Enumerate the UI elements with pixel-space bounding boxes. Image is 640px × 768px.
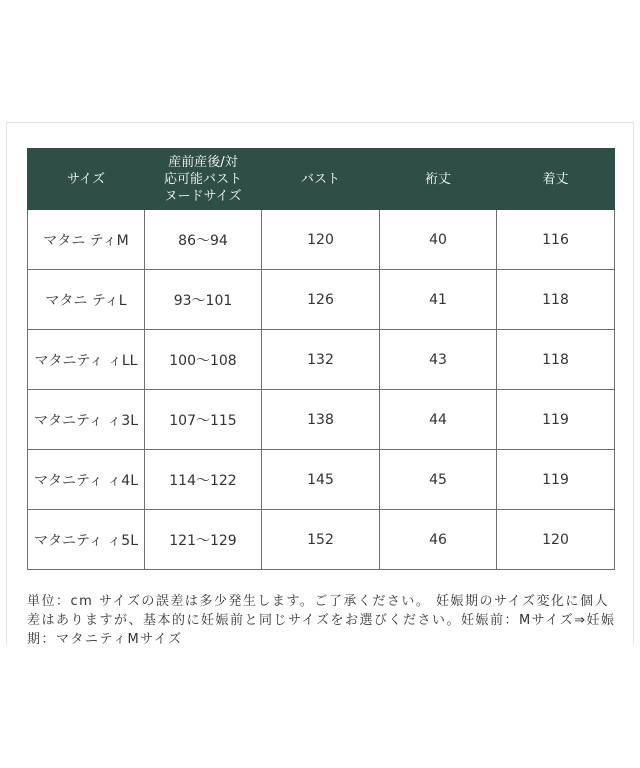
cell-sleeve-length: 46 [380, 510, 497, 570]
cell-nude-bust: 93～101 [145, 270, 262, 330]
cell-size: マタニティ ィ3L [28, 390, 145, 450]
cell-bust: 132 [262, 330, 380, 390]
cell-bust: 126 [262, 270, 380, 330]
table-row [28, 210, 615, 270]
cell-nude-bust: 107～115 [145, 390, 262, 450]
header-nude-bust-label: 産前産後/対 応可能バスト ヌードサイズ [163, 154, 242, 204]
cell-nude-bust: 121～129 [145, 510, 262, 570]
cell-body-length: 119 [497, 450, 615, 510]
table-header-row [28, 149, 615, 210]
cell-nude-bust: 100～108 [145, 330, 262, 390]
cell-size: マタニ ティM [28, 210, 145, 270]
cell-nude-bust: 114～122 [145, 450, 262, 510]
cell-bust: 120 [262, 210, 380, 270]
cell-body-length: 118 [497, 330, 615, 390]
cell-body-length: 116 [497, 210, 615, 270]
cell-sleeve-length: 41 [380, 270, 497, 330]
header-body-length: 着丈 [497, 149, 615, 210]
cell-sleeve-length: 43 [380, 330, 497, 390]
table-row [28, 510, 615, 570]
cell-bust: 138 [262, 390, 380, 450]
table-row [28, 330, 615, 390]
table-row [28, 390, 615, 450]
size-chart-table [27, 148, 615, 570]
cell-size: マタニティ ィLL [28, 330, 145, 390]
cell-size: マタニティ ィ4L [28, 450, 145, 510]
cell-sleeve-length: 40 [380, 210, 497, 270]
size-note: 単位：cm サイズの誤差は多少発生します。ご了承ください。 妊娠期のサイズ変化に個人差はありますが、基本的に妊娠前と同じサイズをお選びください。妊娠前：Mサイズ⇒妊娠期：マタニティMサイズ [27, 594, 616, 647]
cell-bust: 145 [262, 450, 380, 510]
table-row [28, 270, 615, 330]
cell-body-length: 120 [497, 510, 615, 570]
cell-nude-bust: 86～94 [145, 210, 262, 270]
cell-body-length: 118 [497, 270, 615, 330]
table-row [28, 450, 615, 510]
header-sleeve-length: 裄丈 [380, 149, 497, 210]
header-size: サイズ [28, 149, 145, 210]
cell-sleeve-length: 44 [380, 390, 497, 450]
cell-sleeve-length: 45 [380, 450, 497, 510]
header-bust: バスト [262, 149, 380, 210]
cell-size: マタニティ ィ5L [28, 510, 145, 570]
cell-body-length: 119 [497, 390, 615, 450]
header-nude-bust [145, 149, 262, 210]
cell-size: マタニ ティL [28, 270, 145, 330]
cell-bust: 152 [262, 510, 380, 570]
